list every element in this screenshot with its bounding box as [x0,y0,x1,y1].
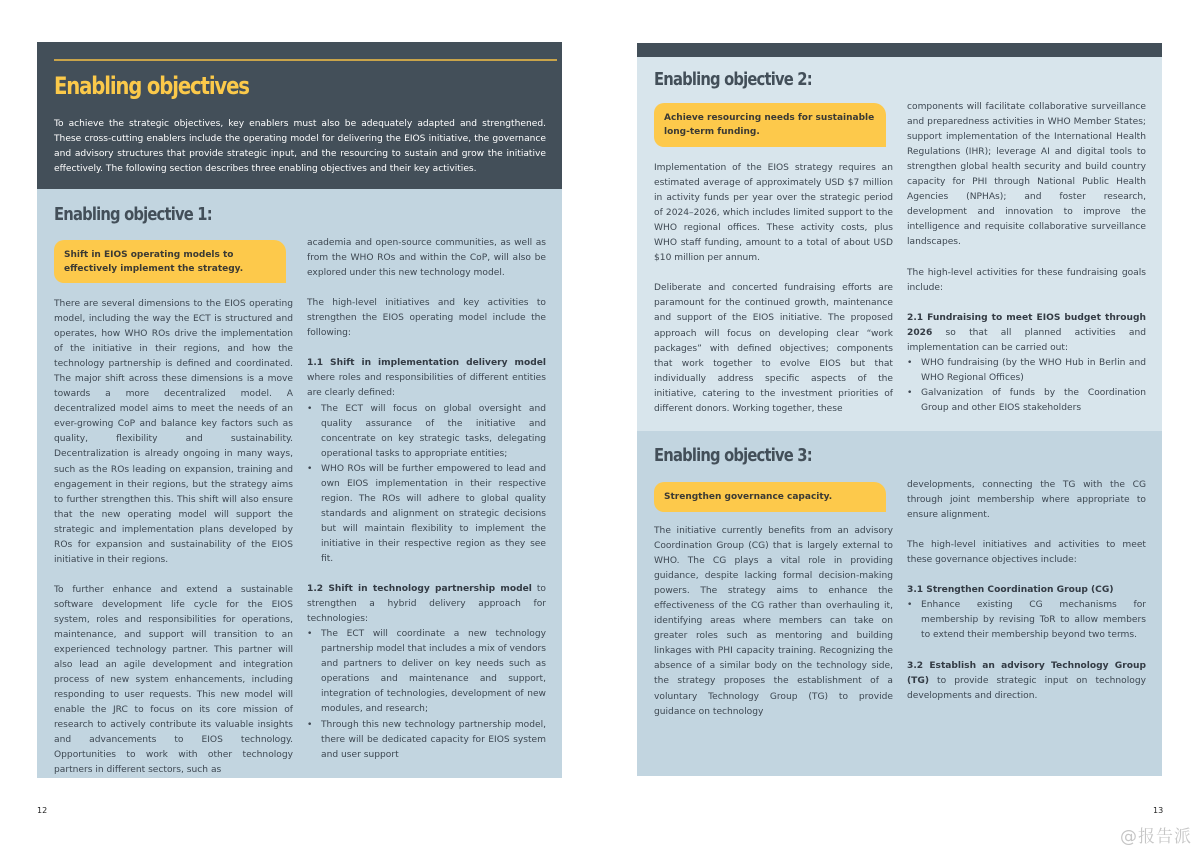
item-3-1-bullets [907,598,1146,643]
watermark: @报告派 [1120,827,1192,847]
objective-2-column-1 [654,161,893,417]
objective-2-column-2 [907,100,1146,416]
item-1-2-text: to strengthen a hybrid delivery approach for technologies: [307,584,546,625]
objective-1-paragraph-3: academia and open-source communities, as well as from the WHO ROs and within the CoP, will also be explored under this new technology model. [307,238,546,279]
gold-divider [54,59,557,61]
objective-2-section [637,57,1162,431]
item-2-1-bullets [907,356,1146,416]
objective-1-paragraph-4: The high-level initiatives and key activities to strengthen the EIOS operating model include the following: [307,298,546,339]
objective-3-paragraph-2: developments, connecting the TG with the CG through joint membership where appropriate to ensure alignment. [907,480,1146,521]
objective-1-title: Enabling objective 1: [54,204,212,225]
item-2-1-text: so that all planned activities and implementation can be carried out: [907,327,1146,353]
bullet-item: • The ECT will focus on global oversight and quality assurance of the initiative and concentrate on key strategic tasks, delegating operational tasks to appropriate entities; [307,402,546,462]
intro-paragraph: To achieve the strategic objectives, key enablers must also be adequately adapted and strengthened. These cross-cutting enablers include the operating model for delivering the EIOS initiative, the governance and advisory structures that provide strategic input, and the resourcing to sustain and grow the initiative effectively. The following section describes three enabling objectives and their key activities. [54,119,546,174]
page-number-right: 13 [1153,806,1164,815]
bullet-item: • WHO fundraising (by the WHO Hub in Berlin and WHO Regional Offices) [907,356,1146,386]
objective-1-column-2 [307,236,546,763]
item-3-2-text: to provide strategic input on technology developments and direction. [907,675,1146,701]
item-1-2 [307,582,546,627]
objective-1-callout-text: Shift in EIOS operating models to effectively implement the strategy. [64,249,244,274]
bullet-item: • Galvanization of funds by the Coordination Group and other EIOS stakeholders [907,386,1146,416]
objective-3-callout-text: Strengthen governance capacity. [664,492,833,502]
objective-3-title: Enabling objective 3: [654,445,812,466]
right-page-panel [637,43,1162,776]
item-1-1-text: where roles and responsibilities of different entities are clearly defined: [307,373,546,399]
item-3-2 [907,659,1146,704]
left-page-panel [37,42,562,778]
objective-3-column-1 [654,524,893,720]
item-2-1-heading: 2.1 Fundraising to meet EIOS budget through 2026 [907,312,1146,338]
objective-2-callout [654,103,886,147]
objective-2-paragraph-4: The high-level activities for these fundraising goals include: [907,267,1146,293]
bullet-item: • The ECT will coordinate a new technology partnership model that includes a mix of vendors and partners to deliver on key needs such as operations and maintenance and support, integration of technologies, development of new modules, and research; [307,627,546,717]
objective-2-paragraph-1: Implementation of the EIOS strategy requires an estimated average of approximately USD $7 million in activity funds per year over the strategic period of 2024–2026, which includes limited support to the WHO regional offices. These activity costs, plus WHO staff funding, amount to a total of about USD $10 million per annum. [654,163,893,264]
objective-2-title: Enabling objective 2: [654,69,812,90]
item-1-2-bullets [307,627,546,762]
objective-2-paragraph-3: components will facilitate collaborative surveillance and preparedness activities in WHO Member States; support implementation of the International Health Regulations (IHR); leverage AI and digital tools to strengthen global health security and build country capacity for PHI through National Public Health Agencies (NPHAs); and foster research, development and innovation to improve the intelligence and requisite collaborative surveillance landscapes. [907,102,1146,248]
top-bar [637,43,1162,57]
objective-2-paragraph-2: Deliberate and concerted fundraising efforts are paramount for the continued growth, maintenance and support of the EIOS initiative. The proposed approach will focus on developing clear “work packages” with defined objectives; components that work together to evolve EIOS but that individually address specific aspects of the initiative, catering to the investment priorities of different donors. Working together, these [654,283,893,414]
bullet-item: • Enhance existing CG mechanisms for membership by revising ToR to allow members to extend their membership beyond two terms. [907,598,1146,643]
objective-3-paragraph-1: The initiative currently benefits from an advisory Coordination Group (CG) that is largely external to WHO. The CG plays a vital role in providing guidance, despite lacking formal decision-making powers. The strategy aims to enhance the effectiveness of the CG rather than overhauling it, identifying areas where members can take on greater roles such as mentoring and building linkages with PHI capacity training. Recognizing the absence of a similar body on the technology side, the strategy proposes the establishment of a voluntary Technology Group (TG) to provide guidance on technology [654,526,893,717]
page-title: Enabling objectives [54,72,249,100]
objective-1-paragraph-1: There are several dimensions to the EIOS operating model, including the way the ECT is structured and operates, how WHO ROs drive the implementation of the initiative in their regions, and how the technology partnership is defined and coordinated. The major shift across these dimensions is a move towards a more decentralized model. A decentralized model aims to meet the needs of an ever-growing CoP and balance key factors such as quality, flexibility and sustainability. Decentralization is already ongoing in many ways, such as the ROs leading on expansion, training and engagement in their regions, but the strategy aims to further strengthen this. This shift will also ensure that the new operating model will support the strategic and implementation plans developed by ROs for expansion and sustainability of the EIOS initiative in their regions. [54,299,293,565]
objective-3-section [637,431,1162,776]
item-1-1-bullets [307,402,546,568]
item-3-2-heading: 3.2 Establish an advisory Technology Group (TG) [907,660,1146,686]
item-3-1 [907,583,1146,598]
item-1-2-heading: 1.2 Shift in technology partnership model [307,584,532,595]
objective-2-callout-text: Achieve resourcing needs for sustainable long-term funding. [664,113,875,137]
item-1-1 [307,356,546,401]
item-3-1-heading: 3.1 Strengthen Coordination Group (CG) [907,585,1114,596]
bullet-item: • Through this new technology partnership model, there will be dedicated capacity for EIOS system and user support [307,718,546,763]
page-number-left: 12 [37,806,48,815]
objective-1-column-1 [54,297,293,779]
objective-3-callout [654,482,886,512]
objective-1-callout [54,240,286,283]
objective-1-paragraph-2: To further enhance and extend a sustainable software development life cycle for the EIOS system, roles and responsibilities for operations, maintenance, and support will transition to an experienced technology partner. This partner will also lead an agile development and integration process of new system enhancements, including responding to user requests. This new model will enable the JRC to focus on its core mission of research to actively contribute its valuable insights and advancements to EIOS technology. Opportunities to work with other technology partners in different sectors, such as [54,584,293,776]
bullet-item: • WHO ROs will be further empowered to lead and own EIOS implementation in their respective region. The ROs will adhere to global quality standards and alignment on strategic decisions but will maintain flexibility to implement the initiative in their respective region as they see fit. [307,462,546,567]
item-1-1-heading: 1.1 Shift in implementation delivery model [307,358,546,369]
item-2-1 [907,311,1146,356]
objective-3-column-2 [907,478,1146,704]
objective-3-paragraph-3: The high-level initiatives and activities to meet these governance objectives include: [907,540,1146,566]
enabling-objectives-header [37,42,562,189]
